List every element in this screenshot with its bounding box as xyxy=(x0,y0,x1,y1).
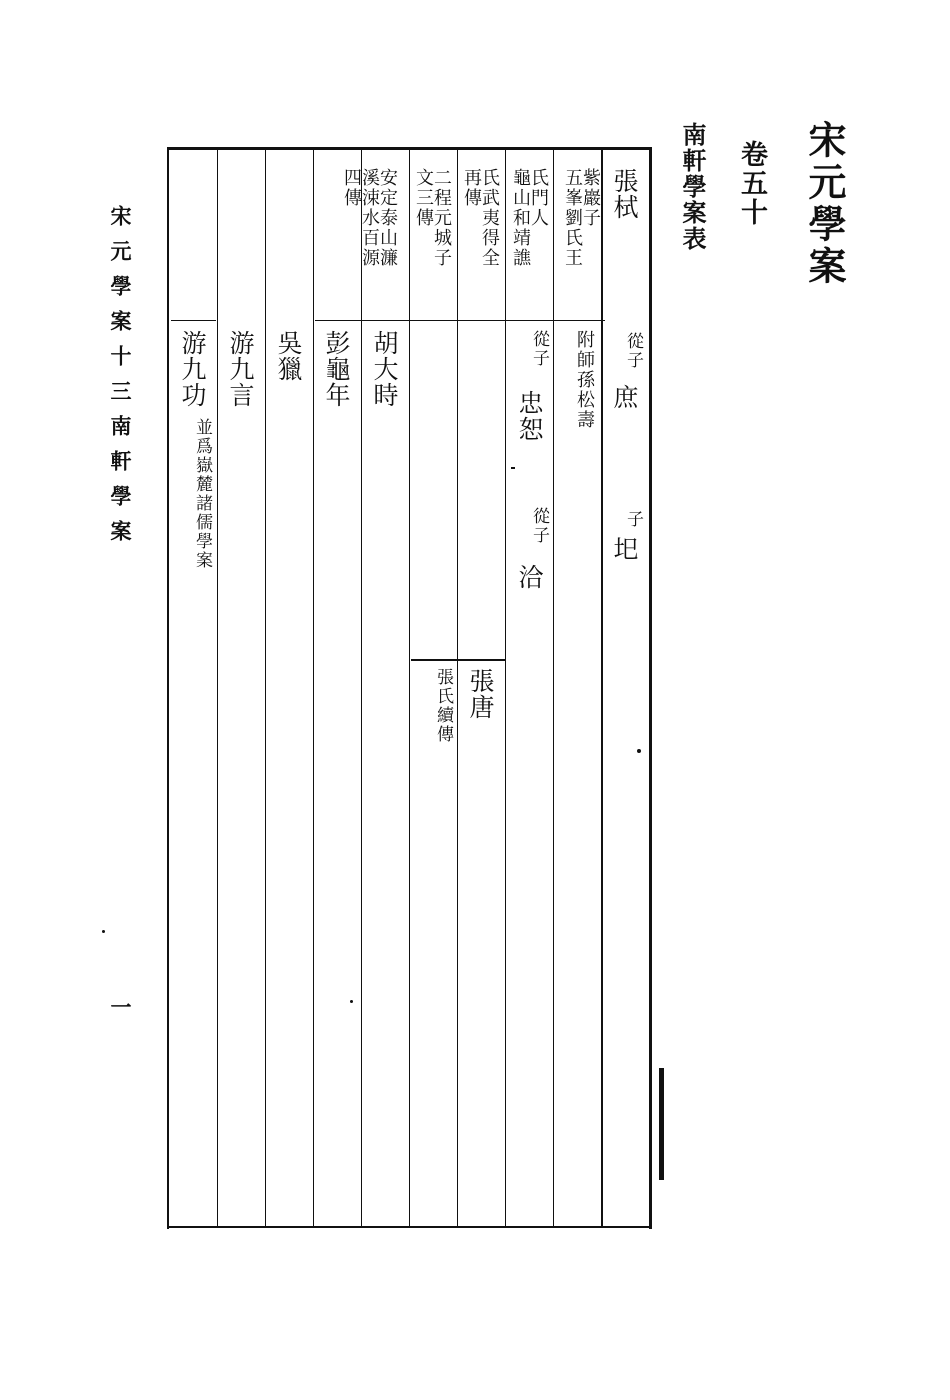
entry-name: 庶 xyxy=(610,384,639,410)
entry-name: 游九功 xyxy=(178,330,207,408)
column-divider xyxy=(313,150,314,1226)
branch-line xyxy=(171,320,216,321)
column-divider xyxy=(265,150,266,1226)
lineage-note: 紫巖子 五峯劉氏王 xyxy=(562,168,601,268)
entry-name: 吳獵 xyxy=(274,330,303,382)
entry-name: 忠恕 xyxy=(515,390,544,442)
branch-tick xyxy=(511,467,515,469)
column-divider xyxy=(553,150,554,1226)
column-divider xyxy=(361,150,362,1226)
column-divider xyxy=(217,150,218,1226)
attached-teacher-note: 附師孫松壽 xyxy=(574,330,595,430)
table-right-edge-mark xyxy=(659,1068,664,1180)
book-title: 宋元學案 xyxy=(802,120,847,288)
ink-speck xyxy=(637,749,641,753)
ink-speck xyxy=(350,1000,353,1003)
entry-name: 彭龜年 xyxy=(322,330,351,408)
entry-name: 游九言 xyxy=(226,330,255,408)
branch-line xyxy=(315,320,605,321)
column-divider xyxy=(601,150,603,1226)
relation-label: 從子 xyxy=(529,330,549,368)
table-left-border xyxy=(167,147,169,1229)
continued-transmission-note: 張氏續傳 xyxy=(433,668,453,744)
relation-label: 從子 xyxy=(623,332,643,370)
relation-label: 子 xyxy=(623,510,643,529)
cross-reference-note: 並爲嶽麓諸儒學案 xyxy=(192,418,212,570)
ink-speck xyxy=(102,930,105,933)
entry-name: 張唐 xyxy=(466,668,495,720)
relation-label: 從子 xyxy=(529,507,549,545)
column-divider xyxy=(457,150,458,1226)
margin-running-title: 宋元學案十三南軒學案 xyxy=(108,205,133,555)
column-divider xyxy=(505,150,506,1226)
entry-name: 圯 xyxy=(610,536,639,562)
table-bottom-border xyxy=(167,1226,651,1228)
lineage-note: 二程元城子 文三傳 xyxy=(413,168,452,268)
column-divider xyxy=(409,150,410,1226)
lineage-note: 氏武夷得全 再傳 xyxy=(461,168,500,268)
table-right-border xyxy=(649,147,652,1229)
branch-line xyxy=(411,659,505,661)
volume-label: 卷五十 xyxy=(736,140,767,227)
page-number: 一 xyxy=(108,996,133,1017)
entry-name: 洽 xyxy=(515,564,544,590)
scholar-name-zhang-shi: 張栻 xyxy=(610,168,639,220)
lineage-note: 氏門人 龜山和靖譙 xyxy=(510,168,549,268)
entry-name: 胡大時 xyxy=(370,330,399,408)
table-title: 南軒學案表 xyxy=(678,122,707,252)
lineage-note: 安定泰山濂 溪涑水百源 四傳 xyxy=(341,168,398,268)
